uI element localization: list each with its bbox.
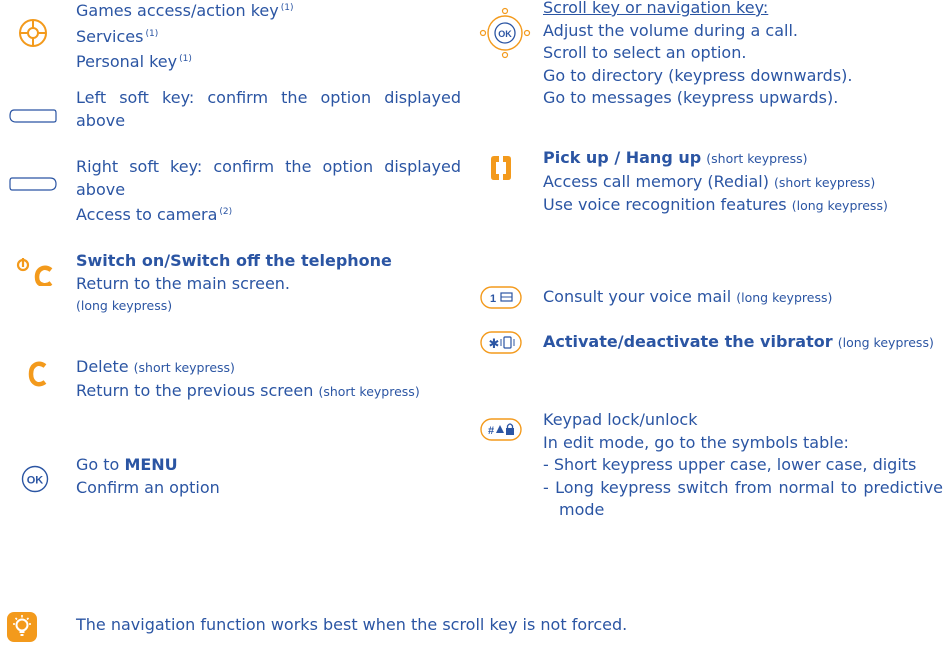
keypress-note: (long keypress) [736,290,833,305]
go-to-label: Go to [76,455,120,474]
camera-access-label: Access to camera [76,205,218,224]
entry-keypad-lock-key [475,412,948,592]
footnote-marker: (1) [145,28,159,39]
list-item: - Short keypress upper case, lower case, digits [543,455,917,474]
left-soft-key-icon [8,108,58,124]
entry-right-soft-key [0,159,470,239]
pick-up-hang-up-key-icon [489,153,513,183]
keypad-lock-key-icon [480,418,522,442]
nav-line: Go to directory (keypress downwards). [543,65,853,85]
footnote-marker: (1) [179,54,192,64]
redial-label: Access call memory (Redial) [543,171,769,191]
lightbulb-tip-icon [7,612,37,642]
services-label: Services [76,26,144,46]
entry-power-key [0,253,470,323]
vibrator-title: Activate/deactivate the vibrator [543,332,833,351]
entry-navigation-key [475,0,948,140]
power-key-title: Switch on/Switch off the telephone [76,251,392,270]
nav-line: Scroll to select an option. [543,43,747,62]
voicemail-key-icon [480,286,522,310]
navigation-key-icon [475,6,535,62]
entry-call-key [475,150,948,260]
keypress-note: (long keypress) [791,198,888,213]
entry-ok-key [0,457,470,517]
entry-clear-key [0,359,470,429]
voice-recognition-label: Use voice recognition features [543,195,787,214]
star-glyph: ✱ [488,337,500,352]
keypress-note: (short keypress) [774,174,876,190]
nav-line: Go to messages (keypress upwards). [543,88,839,107]
right-soft-key-text: Right soft key: confirm the option displayed above [76,157,461,199]
clear-key-icon [28,361,48,387]
left-soft-key-text: Left soft key: confirm the option displayed above [76,88,461,130]
previous-screen-label: Return to the previous screen [76,380,314,400]
delete-label: Delete [76,357,129,376]
menu-label: MENU [124,455,178,474]
footnote-marker: (2) [219,207,233,217]
keypress-note: (long keypress) [76,298,173,313]
ok-key-glyph: OK [26,474,44,487]
personal-key-label: Personal key [76,52,178,71]
entry-voicemail-key [475,286,948,316]
nav-line: Adjust the volume during a call. [543,20,798,40]
list-item: - Long keypress switch from normal to predictive mode [543,477,943,519]
tip-text: The navigation function works best when the scroll key is not forced. [76,615,628,634]
keypress-note: (short keypress) [706,151,808,166]
main-screen-label: Return to the main screen. [76,273,291,293]
entry-left-soft-key [0,90,470,150]
entry-vibrator-key [475,331,948,381]
voicemail-label: Consult your voice mail [543,287,732,306]
games-key-label: Games access/action key [76,1,279,20]
nav-ok-glyph: OK [498,29,512,39]
keypress-note: (short keypress) [318,383,420,399]
symbols-table-label: In edit mode, go to the symbols table: [543,432,849,452]
voicemail-key-glyph: 1 [489,293,497,305]
call-key-title: Pick up / Hang up [543,148,702,167]
keypress-note: (long keypress) [837,335,934,350]
tip-note [0,612,948,652]
keypress-note: (short keypress) [133,360,235,375]
keypad-lock-title: Keypad lock/unlock [543,410,698,429]
right-soft-key-icon [8,176,58,192]
ok-key-icon [20,464,50,494]
entry-games-action-key [0,0,470,80]
navigation-key-heading: Scroll key or navigation key: [543,0,769,17]
hash-glyph: # [487,425,495,437]
power-clear-key-icon [14,256,56,286]
footnote-marker: (1) [280,3,294,13]
games-action-key-icon [18,18,48,48]
vibrator-key-icon [480,331,522,355]
confirm-option-label: Confirm an option [76,477,220,497]
